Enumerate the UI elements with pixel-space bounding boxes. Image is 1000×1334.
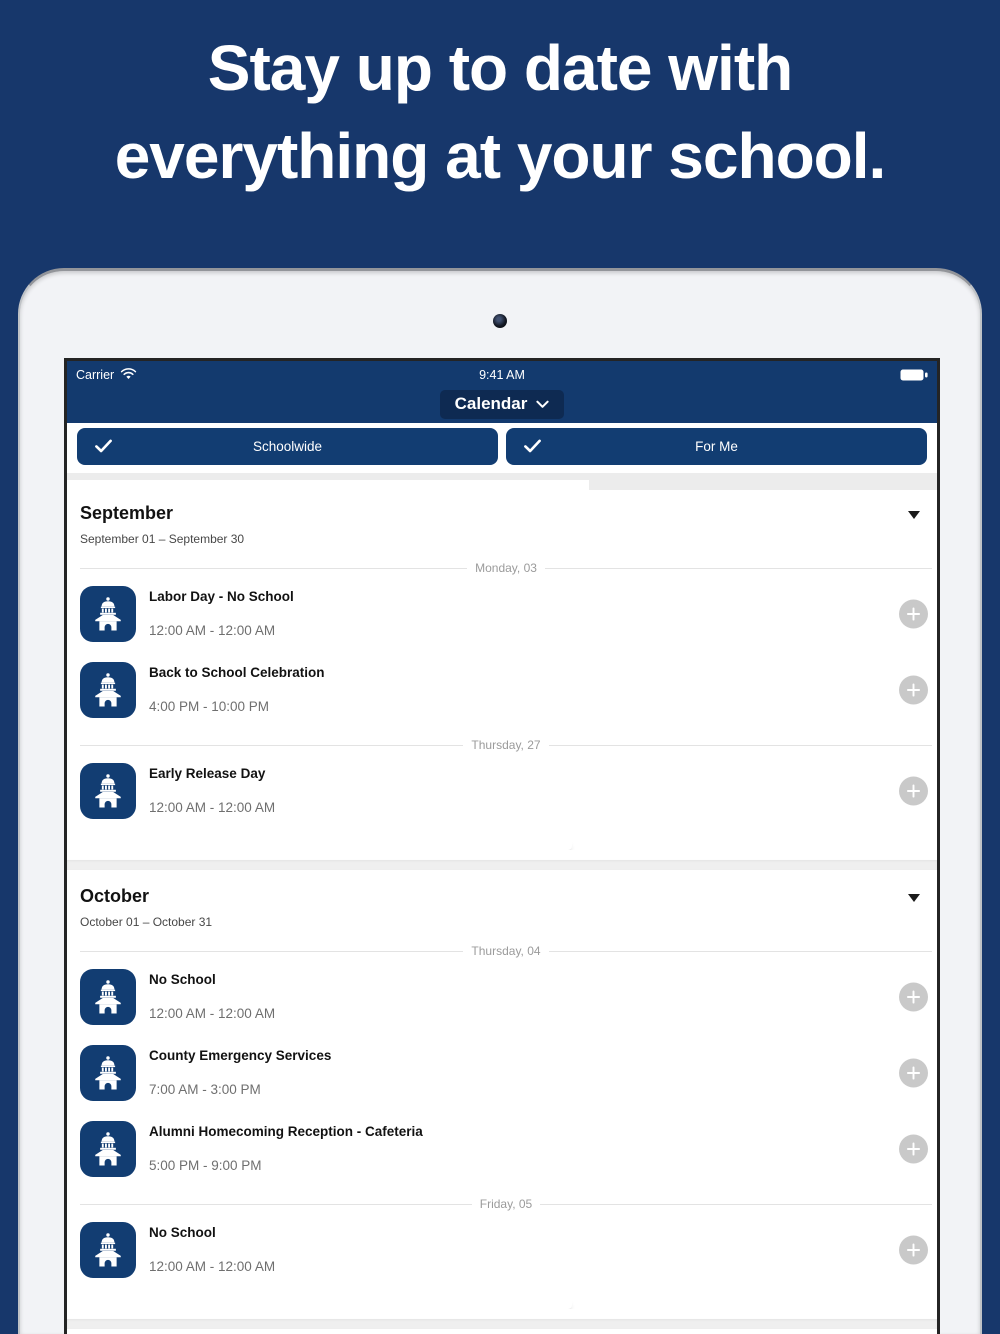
headline bbox=[0, 0, 1000, 200]
add-event-button[interactable] bbox=[899, 1236, 928, 1265]
event-row[interactable] bbox=[80, 969, 937, 1025]
card-edge-shadow bbox=[67, 839, 572, 850]
day-divider-label: Friday, 05 bbox=[479, 1197, 533, 1211]
event-title: Early Release Day bbox=[149, 766, 266, 781]
month-section-header[interactable] bbox=[67, 490, 937, 546]
gap-band bbox=[67, 1319, 937, 1329]
event-row[interactable] bbox=[80, 1121, 937, 1177]
add-event-button[interactable] bbox=[899, 676, 928, 705]
status-bar bbox=[67, 361, 937, 388]
day-divider-label: Monday, 03 bbox=[475, 561, 537, 575]
header-shadow-band-partial bbox=[67, 480, 937, 490]
month-date-range: October 01 – October 31 bbox=[80, 915, 213, 929]
caret-down-icon[interactable] bbox=[908, 894, 920, 902]
chevron-down-icon bbox=[536, 394, 549, 414]
event-text bbox=[149, 1222, 275, 1278]
month-section bbox=[67, 490, 937, 819]
checkmark-icon bbox=[95, 439, 112, 456]
divider-line bbox=[80, 568, 467, 569]
day-divider-label: Thursday, 04 bbox=[471, 944, 541, 958]
divider-line bbox=[549, 745, 932, 746]
filter-for-me-label: For Me bbox=[695, 439, 738, 454]
filter-schoolwide-button[interactable] bbox=[77, 428, 498, 465]
event-title: Labor Day - No School bbox=[149, 589, 294, 604]
front-camera-icon bbox=[493, 314, 507, 328]
nav-bar bbox=[67, 388, 937, 423]
event-text bbox=[149, 586, 294, 642]
event-title: Alumni Homecoming Reception - Cafeteria bbox=[149, 1124, 423, 1139]
event-title: Back to School Celebration bbox=[149, 665, 325, 680]
headline-line1: Stay up to date with bbox=[207, 32, 793, 104]
calendar-dropdown[interactable] bbox=[440, 390, 565, 419]
school-building-icon bbox=[80, 586, 136, 642]
event-text bbox=[149, 763, 275, 819]
plus-icon bbox=[906, 1066, 921, 1081]
school-building-icon bbox=[80, 1222, 136, 1278]
divider-line bbox=[80, 1204, 472, 1205]
school-building-icon bbox=[80, 662, 136, 718]
event-title: No School bbox=[149, 1225, 216, 1240]
event-title: No School bbox=[149, 972, 216, 987]
card-edge-shadow bbox=[67, 1298, 572, 1309]
month-title: October bbox=[80, 886, 150, 906]
event-text bbox=[149, 1045, 331, 1101]
event-time: 12:00 AM - 12:00 AM bbox=[149, 623, 276, 638]
header-shadow-band bbox=[67, 473, 937, 480]
section-gap bbox=[67, 839, 937, 873]
school-building-icon bbox=[80, 763, 136, 819]
plus-icon bbox=[906, 990, 921, 1005]
plus-icon bbox=[906, 683, 921, 698]
battery-full-icon bbox=[900, 369, 928, 381]
calendar-list bbox=[67, 490, 937, 1332]
event-time: 7:00 AM - 3:00 PM bbox=[149, 1082, 261, 1097]
month-section bbox=[67, 873, 937, 1278]
event-row[interactable] bbox=[80, 586, 937, 642]
event-time: 12:00 AM - 12:00 AM bbox=[149, 800, 276, 815]
clock-label: 9:41 AM bbox=[479, 367, 525, 382]
school-building-icon bbox=[80, 1121, 136, 1177]
event-time: 12:00 AM - 12:00 AM bbox=[149, 1259, 276, 1274]
filter-schoolwide-label: Schoolwide bbox=[252, 439, 323, 454]
event-row[interactable] bbox=[80, 1222, 937, 1278]
day-divider bbox=[80, 944, 932, 958]
gap-band bbox=[67, 860, 937, 870]
plus-icon bbox=[906, 607, 921, 622]
divider-line bbox=[80, 745, 463, 746]
divider-line bbox=[80, 951, 463, 952]
section-gap bbox=[67, 1298, 937, 1332]
divider-line bbox=[540, 1204, 932, 1205]
plus-icon bbox=[906, 784, 921, 799]
event-time: 4:00 PM - 10:00 PM bbox=[149, 699, 270, 714]
page-title: Calendar bbox=[454, 394, 528, 413]
day-divider-label: Thursday, 27 bbox=[471, 738, 541, 752]
event-title: County Emergency Services bbox=[149, 1048, 332, 1063]
event-text bbox=[149, 1121, 423, 1177]
add-event-button[interactable] bbox=[899, 777, 928, 806]
add-event-button[interactable] bbox=[899, 1059, 928, 1088]
event-time: 12:00 AM - 12:00 AM bbox=[149, 1006, 276, 1021]
event-text bbox=[149, 969, 275, 1025]
plus-icon bbox=[906, 1243, 921, 1258]
day-divider bbox=[80, 738, 932, 752]
caret-down-icon[interactable] bbox=[908, 511, 920, 519]
filter-row bbox=[67, 423, 937, 473]
month-title: September bbox=[80, 503, 174, 523]
divider-line bbox=[545, 568, 932, 569]
add-event-button[interactable] bbox=[899, 600, 928, 629]
app-screen bbox=[64, 358, 940, 1334]
school-building-icon bbox=[80, 1045, 136, 1101]
event-text bbox=[149, 662, 325, 718]
event-row[interactable] bbox=[80, 1045, 937, 1101]
month-section-header[interactable] bbox=[67, 873, 937, 929]
headline-line2: everything at your school. bbox=[114, 120, 886, 192]
ipad-frame bbox=[18, 268, 982, 1334]
event-time: 5:00 PM - 9:00 PM bbox=[149, 1158, 262, 1173]
checkmark-icon bbox=[524, 439, 541, 456]
day-divider bbox=[80, 561, 932, 575]
wifi-icon bbox=[120, 367, 137, 383]
add-event-button[interactable] bbox=[899, 1135, 928, 1164]
filter-for-me-button[interactable] bbox=[506, 428, 927, 465]
divider-line bbox=[549, 951, 932, 952]
add-event-button[interactable] bbox=[899, 983, 928, 1012]
school-building-icon bbox=[80, 969, 136, 1025]
plus-icon bbox=[906, 1142, 921, 1157]
event-row[interactable] bbox=[80, 763, 937, 819]
carrier-label: Carrier bbox=[76, 367, 115, 382]
day-divider bbox=[80, 1197, 932, 1211]
event-row[interactable] bbox=[80, 662, 937, 718]
month-date-range: September 01 – September 30 bbox=[80, 532, 245, 546]
